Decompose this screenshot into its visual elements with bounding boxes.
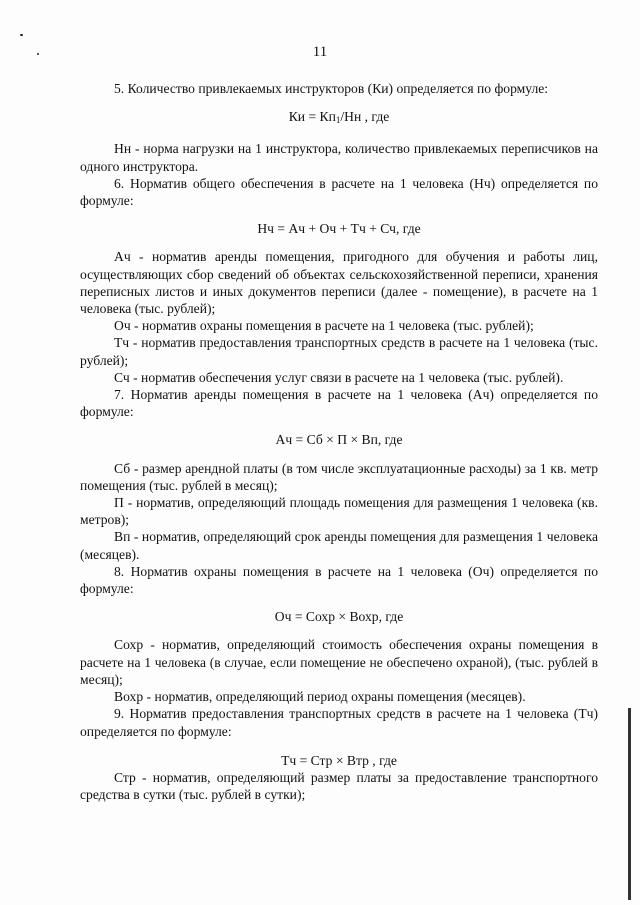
- definition-ach: Ач - норматив аренды помещения, пригодного для обучения и работы лиц, осуществляющих сбор сведений об объектах сельскохозяйственной переписи, хранения переписных листов и иных документов переписи (далее - помещение), в расчете на 1 человека (тыс. рублей);: [80, 249, 598, 317]
- formula-ki-rhs: /Нн , где: [340, 109, 390, 125]
- formula-och: Оч = Сохр × Вохр, где: [274, 609, 404, 625]
- page-number: 11: [312, 44, 328, 60]
- definition-sokhr: Сохр - норматив, определяющий стоимость обеспечения охраны помещения в расчете на 1 человека (в случае, если помещение не обеспечено охраной), (тыс. рублей в месяц);: [80, 637, 598, 687]
- definition-och: Оч - норматив охраны помещения в расчете на 1 человека (тыс. рублей);: [114, 318, 534, 334]
- formula-nch: Нч = Ач + Оч + Тч + Сч, где: [257, 221, 421, 237]
- definition-p: П - норматив, определяющий площадь помещения для размещения 1 человека (кв. метров);: [80, 495, 598, 528]
- definition-vokhr: Вохр - норматив, определяющий период охраны помещения (месяцев).: [114, 689, 526, 705]
- formula-ki-subscript: 1: [335, 115, 341, 126]
- definition-vp: Вп - норматив, определяющий срок аренды помещения для размещения 1 человека (месяцев).: [80, 529, 598, 562]
- paragraph-item-8: 8. Норматив охраны помещения в расчете на 1 человека (Оч) определяется по формуле:: [80, 563, 598, 597]
- scan-edge-mark: [628, 708, 631, 900]
- paragraph-item-5: 5. Количество привлекаемых инструкторов (Ки) определяется по формуле:: [114, 81, 549, 96]
- scan-speck: [20, 34, 23, 36]
- paragraph-item-9: 9. Норматив предоставления транспортных средств в расчете на 1 человека (Тч) определяется по формуле:: [80, 706, 598, 739]
- definition-sch: Сч - норматив обеспечения услуг связи в расчете на 1 человека (тыс. рублей).: [114, 369, 564, 385]
- document-body: [80, 80, 598, 803]
- definition-tch: Тч - норматив предоставления транспортных средств в расчете на 1 человека (тыс. рублей);: [80, 335, 598, 368]
- formula-ki-lhs: Ки = Кп: [288, 109, 336, 125]
- paragraph-item-7: 7. Норматив аренды помещения в расчете на 1 человека (Ач) определяется по формуле:: [80, 387, 598, 420]
- paragraph-item-6: 6. Норматив общего обеспечения в расчете на 1 человека (Нч) определяется по формуле:: [80, 175, 598, 209]
- definition-sb: Сб - размер арендной платы (в том числе эксплуатационные расходы) за 1 кв. метр помещения (тыс. рублей в месяц);: [80, 460, 598, 493]
- formula-ki: [80, 108, 598, 129]
- definition-str: Стр - норматив, определяющий размер платы за предоставление транспортного средства в сутки (тыс. рублей в сутки);: [80, 769, 598, 803]
- definition-nn: Нн - норма нагрузки на 1 инструктора, количество привлекаемых переписчиков на одного инструктора.: [80, 141, 598, 174]
- formula-tch: Тч = Стр × Втр , где: [281, 752, 397, 768]
- formula-ach: Ач = Сб × П × Вп, где: [275, 432, 403, 448]
